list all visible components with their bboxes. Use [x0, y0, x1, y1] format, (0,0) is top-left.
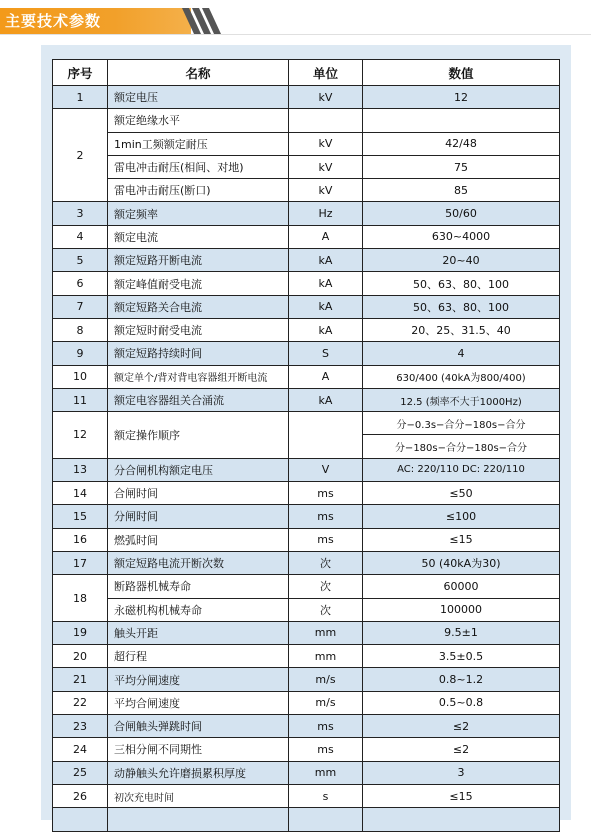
row-name: 1min工频额定耐压 — [108, 132, 289, 155]
row-value: 42/48 — [363, 132, 560, 155]
row-no: 16 — [53, 528, 108, 551]
row-name: 合闸时间 — [108, 482, 289, 505]
row-unit: ms — [289, 505, 363, 528]
row-value: 75 — [363, 155, 560, 178]
table-row — [53, 155, 560, 178]
header-no: 序号 — [53, 60, 108, 86]
row-no: 5 — [53, 249, 108, 272]
row-name: 额定绝缘水平 — [108, 109, 289, 132]
row-name: 初次充电时间 — [108, 784, 289, 807]
row-name: 燃弧时间 — [108, 528, 289, 551]
row-no: 10 — [53, 365, 108, 388]
table-row — [53, 109, 560, 132]
header-value: 数值 — [363, 60, 560, 86]
row-name: 三相分闸不同期性 — [108, 738, 289, 761]
row-value: ≤2 — [363, 738, 560, 761]
table-row — [53, 272, 560, 295]
row-no: 2 — [53, 109, 108, 202]
row-value: 分−0.3s−合分−180s−合分 — [363, 412, 560, 435]
table-row — [53, 482, 560, 505]
row-no: 4 — [53, 225, 108, 248]
row-name: 超行程 — [108, 645, 289, 668]
row-value: 50/60 — [363, 202, 560, 225]
row-no: 21 — [53, 668, 108, 691]
row-name: 额定短路电流开断次数 — [108, 551, 289, 574]
table-row — [53, 505, 560, 528]
row-no: 13 — [53, 458, 108, 481]
row-name: 额定短路关合电流 — [108, 295, 289, 318]
row-unit: kA — [289, 388, 363, 411]
row-unit: 次 — [289, 575, 363, 598]
row-value: ≤50 — [363, 482, 560, 505]
row-name: 额定短路持续时间 — [108, 342, 289, 365]
row-value: 分−180s−合分−180s−合分 — [363, 435, 560, 458]
row-no — [53, 808, 108, 831]
row-name: 额定峰值耐受电流 — [108, 272, 289, 295]
row-value: ≤2 — [363, 715, 560, 738]
table-row — [53, 575, 560, 598]
table-row — [53, 342, 560, 365]
row-value: 12.5 (频率不大于1000Hz) — [363, 388, 560, 411]
row-value: 85 — [363, 179, 560, 202]
row-no: 18 — [53, 575, 108, 622]
header-divider — [0, 34, 591, 35]
row-unit — [289, 808, 363, 831]
row-name: 平均分闸速度 — [108, 668, 289, 691]
row-unit: A — [289, 225, 363, 248]
row-name: 额定操作顺序 — [108, 412, 289, 459]
row-name: 额定频率 — [108, 202, 289, 225]
header-name: 名称 — [108, 60, 289, 86]
row-unit: kV — [289, 179, 363, 202]
row-unit: A — [289, 365, 363, 388]
table-row — [53, 784, 560, 807]
row-value: 60000 — [363, 575, 560, 598]
spec-table — [52, 59, 560, 832]
row-unit: mm — [289, 621, 363, 644]
row-value: 50 (40kA为30) — [363, 551, 560, 574]
row-value — [363, 808, 560, 831]
row-value: 0.5~0.8 — [363, 691, 560, 714]
table-row — [53, 388, 560, 411]
row-no: 20 — [53, 645, 108, 668]
row-name: 雷电冲击耐压(相间、对地) — [108, 155, 289, 178]
row-unit: 次 — [289, 551, 363, 574]
section-title-bar — [0, 8, 191, 34]
row-unit: kA — [289, 249, 363, 272]
table-row — [53, 551, 560, 574]
table-row — [53, 179, 560, 202]
row-unit: kA — [289, 295, 363, 318]
row-name: 额定电容器组关合涌流 — [108, 388, 289, 411]
row-value: 12 — [363, 86, 560, 109]
row-no: 25 — [53, 761, 108, 784]
table-row — [53, 761, 560, 784]
row-value — [363, 109, 560, 132]
table-row — [53, 132, 560, 155]
row-unit — [289, 109, 363, 132]
row-unit: kV — [289, 86, 363, 109]
row-value: 100000 — [363, 598, 560, 621]
row-name: 触头开距 — [108, 621, 289, 644]
row-name: 平均合闸速度 — [108, 691, 289, 714]
row-unit: ms — [289, 715, 363, 738]
row-no: 22 — [53, 691, 108, 714]
row-name — [108, 808, 289, 831]
row-unit: ms — [289, 738, 363, 761]
row-name: 额定单个/背对背电容器组开断电流 — [108, 365, 289, 388]
table-row — [53, 86, 560, 109]
row-no: 23 — [53, 715, 108, 738]
row-value: 0.8~1.2 — [363, 668, 560, 691]
row-no: 15 — [53, 505, 108, 528]
row-no: 6 — [53, 272, 108, 295]
table-row — [53, 738, 560, 761]
table-row — [53, 225, 560, 248]
table-row — [53, 645, 560, 668]
row-unit: mm — [289, 761, 363, 784]
table-row — [53, 715, 560, 738]
table-row — [53, 691, 560, 714]
row-no: 24 — [53, 738, 108, 761]
table-row — [53, 528, 560, 551]
row-value: AC: 220/110 DC: 220/110 — [363, 458, 560, 481]
row-name: 额定电压 — [108, 86, 289, 109]
row-value: 630/400 (40kA为800/400) — [363, 365, 560, 388]
row-unit: ms — [289, 482, 363, 505]
row-unit: kV — [289, 155, 363, 178]
row-value: ≤15 — [363, 528, 560, 551]
table-row — [53, 295, 560, 318]
row-value: 50、63、80、100 — [363, 272, 560, 295]
row-name: 额定电流 — [108, 225, 289, 248]
row-value: 20~40 — [363, 249, 560, 272]
row-no: 26 — [53, 784, 108, 807]
row-unit: s — [289, 784, 363, 807]
decorative-slashes-icon — [174, 8, 244, 34]
row-unit: ms — [289, 528, 363, 551]
table-row — [53, 598, 560, 621]
row-no: 1 — [53, 86, 108, 109]
row-value: 3 — [363, 761, 560, 784]
row-unit: mm — [289, 645, 363, 668]
row-name: 永磁机构机械寿命 — [108, 598, 289, 621]
row-name: 额定短时耐受电流 — [108, 318, 289, 341]
table-row — [53, 621, 560, 644]
row-no: 8 — [53, 318, 108, 341]
row-unit: Hz — [289, 202, 363, 225]
table-row — [53, 365, 560, 388]
row-no: 9 — [53, 342, 108, 365]
row-value: 630~4000 — [363, 225, 560, 248]
row-no: 3 — [53, 202, 108, 225]
row-no: 11 — [53, 388, 108, 411]
table-header-row — [53, 60, 560, 86]
row-unit: 次 — [289, 598, 363, 621]
row-unit: m/s — [289, 691, 363, 714]
row-name: 合闸触头弹跳时间 — [108, 715, 289, 738]
row-no: 19 — [53, 621, 108, 644]
table-row — [53, 318, 560, 341]
row-no: 17 — [53, 551, 108, 574]
row-no: 12 — [53, 412, 108, 459]
table-row — [53, 202, 560, 225]
section-title: 主要技术参数 — [5, 12, 102, 30]
row-value: 9.5±1 — [363, 621, 560, 644]
row-no: 7 — [53, 295, 108, 318]
table-row — [53, 458, 560, 481]
row-value: 50、63、80、100 — [363, 295, 560, 318]
row-unit: kA — [289, 318, 363, 341]
row-name: 额定短路开断电流 — [108, 249, 289, 272]
table-row — [53, 249, 560, 272]
row-unit: S — [289, 342, 363, 365]
row-name: 分合闸机构额定电压 — [108, 458, 289, 481]
row-value: 20、25、31.5、40 — [363, 318, 560, 341]
row-value: 4 — [363, 342, 560, 365]
row-value: 3.5±0.5 — [363, 645, 560, 668]
row-unit: m/s — [289, 668, 363, 691]
row-unit: kV — [289, 132, 363, 155]
row-name: 雷电冲击耐压(断口) — [108, 179, 289, 202]
table-row — [53, 668, 560, 691]
row-unit: kA — [289, 272, 363, 295]
row-unit: V — [289, 458, 363, 481]
header-unit: 单位 — [289, 60, 363, 86]
row-name: 分闸时间 — [108, 505, 289, 528]
row-name: 动静触头允许磨损累积厚度 — [108, 761, 289, 784]
row-value: ≤15 — [363, 784, 560, 807]
table-row — [53, 412, 560, 435]
row-value: ≤100 — [363, 505, 560, 528]
row-unit — [289, 412, 363, 459]
table-row — [53, 808, 560, 831]
row-name: 断路器机械寿命 — [108, 575, 289, 598]
row-no: 14 — [53, 482, 108, 505]
